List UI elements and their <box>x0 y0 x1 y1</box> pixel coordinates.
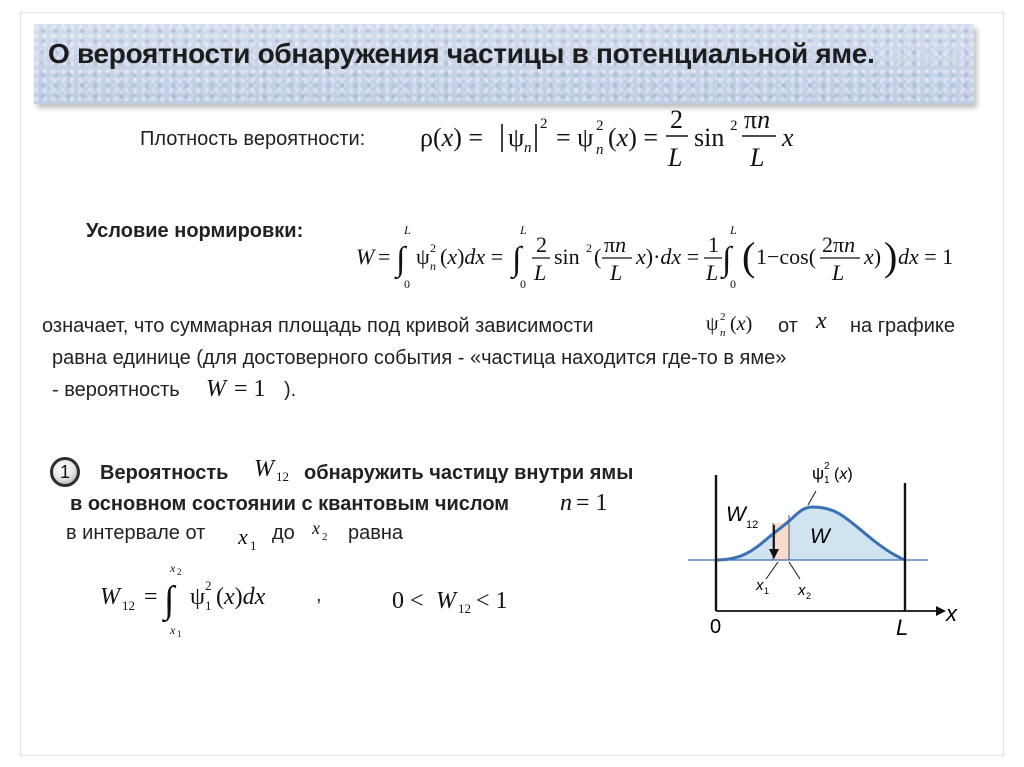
svg-text:< 1: < 1 <box>476 588 508 614</box>
svg-text:L: L <box>610 260 623 285</box>
svg-text:x)·dx =: x)·dx = <box>636 244 700 269</box>
svg-text:sin: sin <box>554 244 580 269</box>
svg-text:W: W <box>254 456 274 482</box>
x1-label: x <box>756 577 764 594</box>
svg-text:2: 2 <box>824 461 830 472</box>
svg-text:sin: sin <box>694 123 725 152</box>
svg-text:(x)dx: (x)dx <box>216 584 266 610</box>
svg-text:1: 1 <box>764 586 770 596</box>
svg-text:= 1: = 1 <box>576 490 608 516</box>
item1-ground-state: в основном состоянии с квантовым числом <box>70 493 510 515</box>
svg-text:(: ( <box>594 244 602 269</box>
svg-text:dx = 1: dx = 1 <box>898 244 954 269</box>
svg-text:(x) =: (x) = <box>608 123 659 152</box>
svg-text:(x): (x) <box>730 313 753 335</box>
svg-text:L: L <box>520 223 527 237</box>
svg-text:1: 1 <box>177 629 182 639</box>
x-axis-arrow <box>936 606 946 616</box>
svg-text:x: x <box>312 518 320 538</box>
w12-integral-formula <box>100 560 300 647</box>
w12-symbol <box>254 452 296 489</box>
svg-text:12: 12 <box>122 598 135 613</box>
svg-text:(x): (x) <box>834 466 853 483</box>
svg-text:2πn: 2πn <box>822 232 856 257</box>
x2-symbol <box>312 516 342 551</box>
item1-equals: равна <box>348 522 404 544</box>
svg-text:x: x <box>238 524 248 549</box>
svg-text:n: n <box>720 327 726 339</box>
svg-text:): ) <box>884 234 898 279</box>
svg-text:=: = <box>144 584 158 610</box>
svg-text:2: 2 <box>730 118 738 134</box>
item1-to: до <box>272 522 295 544</box>
svg-text:=: = <box>378 244 391 269</box>
item1-interval-from: в интервале от <box>66 522 206 544</box>
svg-text:12: 12 <box>458 601 471 616</box>
psi-n-squared-formula <box>706 306 770 345</box>
svg-text:ρ(x) =: ρ(x) = <box>420 123 484 152</box>
svg-text:2: 2 <box>205 578 212 593</box>
w-area-label: W <box>810 525 830 548</box>
svg-text:∫: ∫ <box>512 241 522 278</box>
explanation-line1: означает, что суммарная площадь под кривой зависимости <box>42 315 594 337</box>
svg-text:2: 2 <box>540 116 548 132</box>
svg-text:2: 2 <box>322 531 328 543</box>
page-title: О вероятности обнаружения частицы в потенциальной яме. <box>48 38 875 69</box>
svg-text:∫: ∫ <box>722 241 732 278</box>
svg-text:n: n <box>596 142 604 158</box>
comma: , <box>316 584 322 606</box>
svg-text:2: 2 <box>806 591 812 601</box>
x1-symbol <box>238 524 268 559</box>
item-number-badge: 1 <box>50 457 80 487</box>
item1-probability-label: Вероятность <box>100 462 229 484</box>
wavefunction-graph <box>688 455 978 650</box>
normalization-label: Условие нормировки: <box>86 220 304 242</box>
svg-text:1: 1 <box>250 538 257 553</box>
svg-text:πn: πn <box>604 232 627 257</box>
svg-text:2: 2 <box>177 567 182 577</box>
svg-text:x: x <box>170 623 176 637</box>
x2-label: x <box>798 582 806 599</box>
svg-text:L: L <box>706 260 719 285</box>
svg-text:L: L <box>668 143 683 172</box>
svg-text:W: W <box>356 244 375 269</box>
density-formula <box>420 96 800 191</box>
svg-text:0: 0 <box>404 277 410 291</box>
w12-bounds-formula <box>392 582 522 623</box>
svg-text:x: x <box>782 123 794 152</box>
svg-text:2: 2 <box>720 311 726 323</box>
svg-text:12: 12 <box>276 469 289 484</box>
title-bar <box>34 24 974 104</box>
item1-detect-particle: обнаружить частицу внутри ямы <box>304 462 634 484</box>
svg-text:x): x) <box>864 244 882 269</box>
svg-text:L: L <box>832 260 845 285</box>
explanation-line2: равна единице (для достоверного события - «частица находится где-то в яме» <box>52 347 787 369</box>
w12-label: W <box>726 503 746 526</box>
svg-text:x: x <box>170 561 176 575</box>
svg-text:∫: ∫ <box>164 579 175 621</box>
normalization-formula <box>356 222 956 301</box>
explanation-line3: - вероятность <box>52 379 180 401</box>
n-equals-one-formula <box>560 486 624 523</box>
svg-text:L: L <box>750 143 765 172</box>
svg-text:n: n <box>524 140 532 156</box>
explanation-line3-end: ). <box>284 379 297 401</box>
svg-text:2: 2 <box>430 241 436 255</box>
svg-text:2: 2 <box>536 232 547 257</box>
svg-text:0 <: 0 < <box>392 588 424 614</box>
svg-text:(x)dx =: (x)dx = <box>440 244 504 269</box>
svg-text:L: L <box>404 223 411 237</box>
svg-text:1: 1 <box>824 475 830 486</box>
svg-text:ψ: ψ <box>508 123 525 152</box>
svg-text:1−cos(: 1−cos( <box>756 244 817 269</box>
psi-label: ψ <box>812 464 825 483</box>
svg-text:∫: ∫ <box>396 241 406 278</box>
svg-text:= 1: = 1 <box>234 376 266 402</box>
svg-text:0: 0 <box>730 277 736 291</box>
svg-text:πn: πn <box>744 105 771 134</box>
svg-text:2: 2 <box>670 105 683 134</box>
svg-text:n: n <box>560 490 572 516</box>
x-variable: x <box>816 308 827 334</box>
svg-text:= ψ: = ψ <box>556 123 594 152</box>
svg-text:ψ: ψ <box>190 584 206 610</box>
explanation-on-graph: на графике <box>850 315 955 337</box>
svg-text:W: W <box>436 588 456 614</box>
svg-text:0: 0 <box>520 277 526 291</box>
svg-text:L: L <box>534 260 547 285</box>
svg-text:12: 12 <box>746 519 759 531</box>
svg-text:2: 2 <box>596 118 604 134</box>
svg-text:2: 2 <box>586 241 592 255</box>
origin-label: 0 <box>710 616 722 638</box>
svg-text:L: L <box>730 223 737 237</box>
svg-text:1: 1 <box>708 232 719 257</box>
svg-text:1: 1 <box>205 598 212 613</box>
svg-text:W: W <box>100 584 120 610</box>
l-label: L <box>896 615 909 640</box>
w-equals-one-formula <box>206 370 282 409</box>
svg-text:ψ: ψ <box>706 313 719 335</box>
svg-text:(: ( <box>742 234 756 279</box>
svg-text:ψ: ψ <box>416 244 430 269</box>
density-label: Плотность вероятности: <box>140 128 366 150</box>
x-axis-label: x <box>946 601 957 626</box>
svg-text:n: n <box>430 259 436 273</box>
svg-text:W: W <box>206 376 226 402</box>
explanation-from: от <box>778 315 798 337</box>
